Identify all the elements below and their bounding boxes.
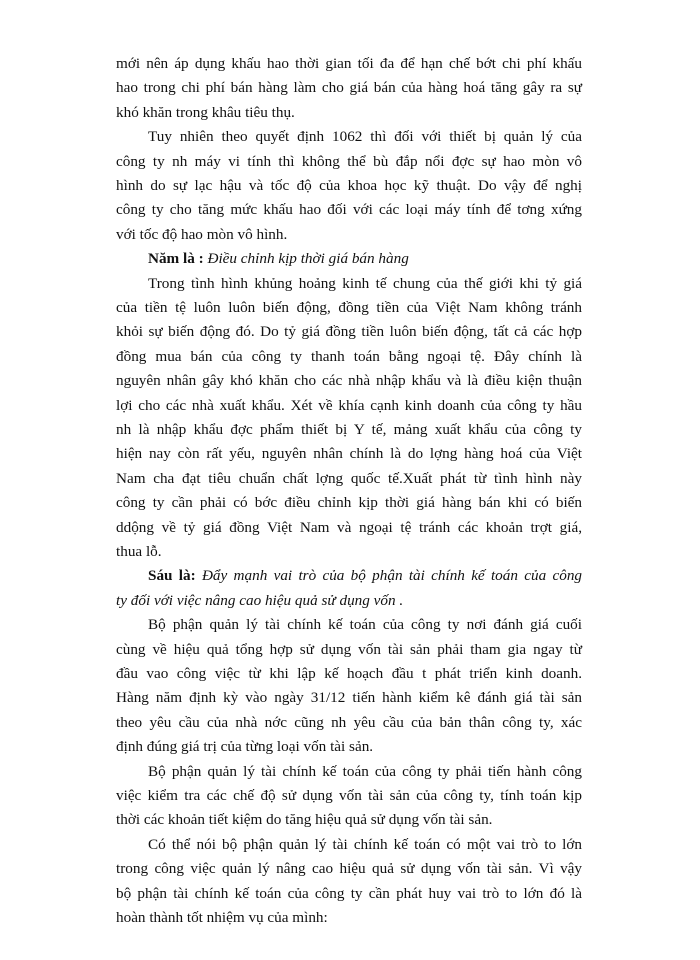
heading-label: Sáu là:	[148, 567, 196, 585]
paragraph-line: khó khăn trong khâu tiêu thụ.	[116, 103, 295, 121]
paragraph-line: đồng mua bán của công ty thanh toán bằng ngoại tệ. Đây chính là	[116, 347, 582, 365]
paragraph-line: mới nên áp dụng khấu hao thời gian tối đa để hạn chế bớt chi phí khấu	[116, 55, 582, 72]
heading-title: Điều chỉnh kịp thời giá bán hàng	[207, 250, 409, 268]
paragraph-line: việc kiểm tra các chế độ sử dụng vốn tài sản của công ty, tính toán kịp	[116, 787, 582, 804]
heading-label: Năm là :	[148, 250, 204, 268]
section-heading-nam-la	[148, 247, 582, 271]
paragraph-line: nguyên nhân gây khó khăn cho các nhà nhập khẩu và là điều kiện thuận	[116, 372, 582, 390]
paragraph-line: thời các khoản tiết kiệm do tăng hiệu quả sử dụng vốn tài sản.	[116, 811, 493, 829]
paragraph-line: trong công việc quản lý nâng cao hiệu quả sử dụng vốn tài sản. Vì vậy	[116, 860, 582, 878]
paragraph-line: Có thể nói bộ phận quản lý tài chính kế toán có một vai trò to lớn	[148, 835, 582, 853]
paragraph-line: định đúng giá trị của từng loại vốn tài sản.	[116, 738, 374, 756]
heading-title-continued: ty đối với việc nâng cao hiệu quả sử dụng vốn .	[116, 591, 404, 609]
paragraph-line: Nam cha đạt tiêu chuẩn chất lợng quốc tế.Xuất phát từ tình hình này	[116, 469, 582, 487]
paragraph-line: ddộng về tỷ giá đồng Việt Nam và ngoại tệ tránh các khoản trợt giá,	[116, 518, 582, 536]
paragraph-line: Bộ phận quản lý tài chính kế toán của công ty phải tiến hành công	[148, 762, 582, 780]
section-heading-sau-la	[148, 564, 582, 588]
paragraph-line: hoàn thành tốt nhiệm vụ của mình:	[116, 909, 328, 926]
paragraph-line: hao trong chi phí bán hàng làm cho giá bán của hàng hoá tăng gây ra sự	[116, 79, 582, 97]
heading-title: Đẩy mạnh vai trò của bộ phận tài chính kế toán của công	[201, 567, 583, 585]
paragraph-line: Trong tình hình khủng hoảng kinh tế chung của thế giới khi tỷ giá	[148, 274, 582, 292]
paragraph-line: nh là nhập khẩu đợc phẩm thiết bị Y tế, mảng xuất khẩu của công ty	[116, 421, 582, 438]
paragraph-line: lợi cho các nhà xuất khẩu. Xét về khía cạnh kinh doanh của công ty hầu	[116, 396, 582, 414]
paragraph-line: đầu vao công việc từ khi lập kế hoạch đầu t phát triển kinh doanh.	[116, 665, 582, 682]
paragraph-line: với tốc độ hao mòn vô hình.	[116, 225, 288, 243]
paragraph-line: Tuy nhiên theo quyết định 1062 thì đối với thiết bị quản lý của	[148, 128, 582, 146]
paragraph-line: bộ phận tài chính kế toán của công ty cần phát huy vai trò to lớn đó là	[116, 884, 582, 902]
paragraph-line: hình do sự lạc hậu và tốc độ của khoa học kỹ thuật. Do vậy để nghị	[116, 177, 582, 194]
paragraph-line: công ty cho tăng mức khấu hao đối với các loại máy tính để tơng xứng	[116, 201, 582, 219]
paragraph-line: công ty nh máy vi tính thì không thể bù đắp nổi đợc sự hao mòn vô	[116, 152, 582, 170]
paragraph-line: công ty cần phải có bớc điều chỉnh kịp thời giá hàng bán khi có biến	[116, 494, 582, 512]
paragraph-line: hiện nay còn rất yếu, nguyên nhân chính là do lợng hàng hoá của Việt	[116, 445, 582, 463]
paragraph-line: khỏi sự biến động đó. Do tỷ giá đồng tiền luôn biến động, tất cả các hợp	[116, 323, 582, 341]
paragraph-line: Bộ phận quản lý tài chính kế toán của công ty nơi đánh giá cuối	[148, 616, 582, 634]
paragraph-line: của tiền tệ luôn luôn biến động, đồng tiền của Việt Nam không tránh	[116, 299, 582, 316]
paragraph-line: thua lỗ.	[116, 543, 162, 560]
paragraph-line: cùng về hiệu quả tổng hợp sử dụng vốn tài sản phải tham gia ngay từ	[116, 640, 582, 658]
paragraph-line: theo yêu cầu của nhà nớc cũng nh yêu cầu của bản thân công ty, xác	[116, 713, 582, 731]
paragraph-line: Hàng năm định kỳ vào ngày 31/12 tiến hành kiểm kê đánh giá tài sản	[116, 689, 582, 707]
